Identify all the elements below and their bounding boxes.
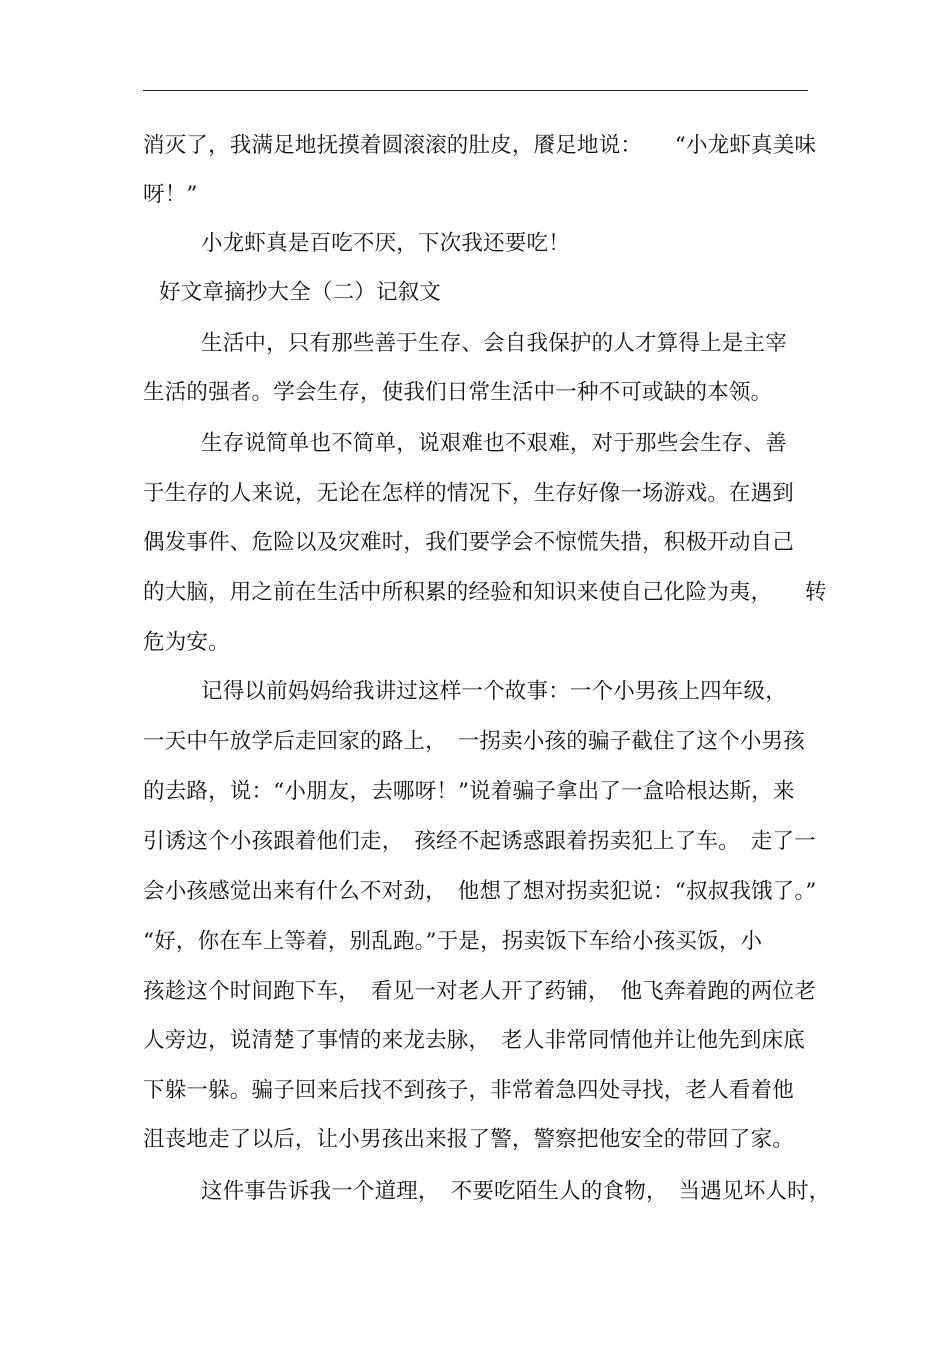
text-line: 于生存的人来说，无论在怎样的情况下，生存好像一场游戏。在遇到 [143, 481, 795, 506]
text-line: 小龙虾真是百吃不厌，下次我还要吃！ [201, 231, 570, 256]
section-heading: 好文章摘抄大全（二）记叙文 [159, 280, 442, 305]
text-line: 下躲一躲。骗子回来后找不到孩子，非常着急四处寻找，老人看着他 [143, 1078, 795, 1103]
text-line: 沮丧地走了以后，让小男孩出来报了警，警察把他安全的带回了家。 [143, 1127, 795, 1152]
text-line: 消灭了，我满足地抚摸着圆滚滚的肚皮，餍足地说： “小龙虾真美味 [143, 133, 817, 158]
text-line: 记得以前妈妈给我讲过这样一个故事：一个小男孩上四年级， [201, 679, 787, 704]
text-line: “好，你在车上等着，别乱跑。”于是，拐卖饭下车给小孩买饭，小 [143, 929, 763, 954]
text-line: 这件事告诉我一个道理， 不要吃陌生人的食物， 当遇见坏人时， [201, 1179, 831, 1204]
text-line: 的大脑，用之前在生活中所积累的经验和知识来使自己化险为夷， 转 [143, 580, 827, 605]
text-line: 引诱这个小孩跟着他们走， 孩经不起诱惑跟着拐卖犯上了车。 走了一 [143, 829, 816, 854]
text-line: 孩趁这个时间跑下车， 看见一对老人开了药铺， 他飞奔着跑的两位老 [143, 979, 816, 1004]
text-line: 的去路，说：“小朋友，去哪呀！”说着骗子拿出了一盒哈根达斯，来 [143, 779, 795, 804]
text-line: 生存说简单也不简单，说艰难也不艰难，对于那些会生存、善 [201, 431, 787, 456]
text-line: 危为安。 [143, 630, 230, 655]
text-line: 偶发事件、危险以及灾难时，我们要学会不惊慌失措，积极开动自己 [143, 530, 795, 555]
text-line: 生活的强者。学会生存，使我们日常生活中一种不可或缺的本领。 [143, 380, 773, 405]
text-line: 人旁边，说清楚了事情的来龙去脉， 老人非常同情他并让他先到床底 [143, 1028, 805, 1053]
text-line: 会小孩感觉出来有什么不对劲， 他想了想对拐卖犯说：“叔叔我饿了。” [143, 879, 817, 904]
text-line: 呀！” [143, 182, 198, 207]
text-line: 一天中午放学后走回家的路上， 一拐卖小孩的骗子截住了这个小男孩 [143, 729, 805, 754]
header-rule [143, 90, 808, 91]
text-line: 生活中，只有那些善于生存、会自我保护的人才算得上是主宰 [201, 331, 787, 356]
